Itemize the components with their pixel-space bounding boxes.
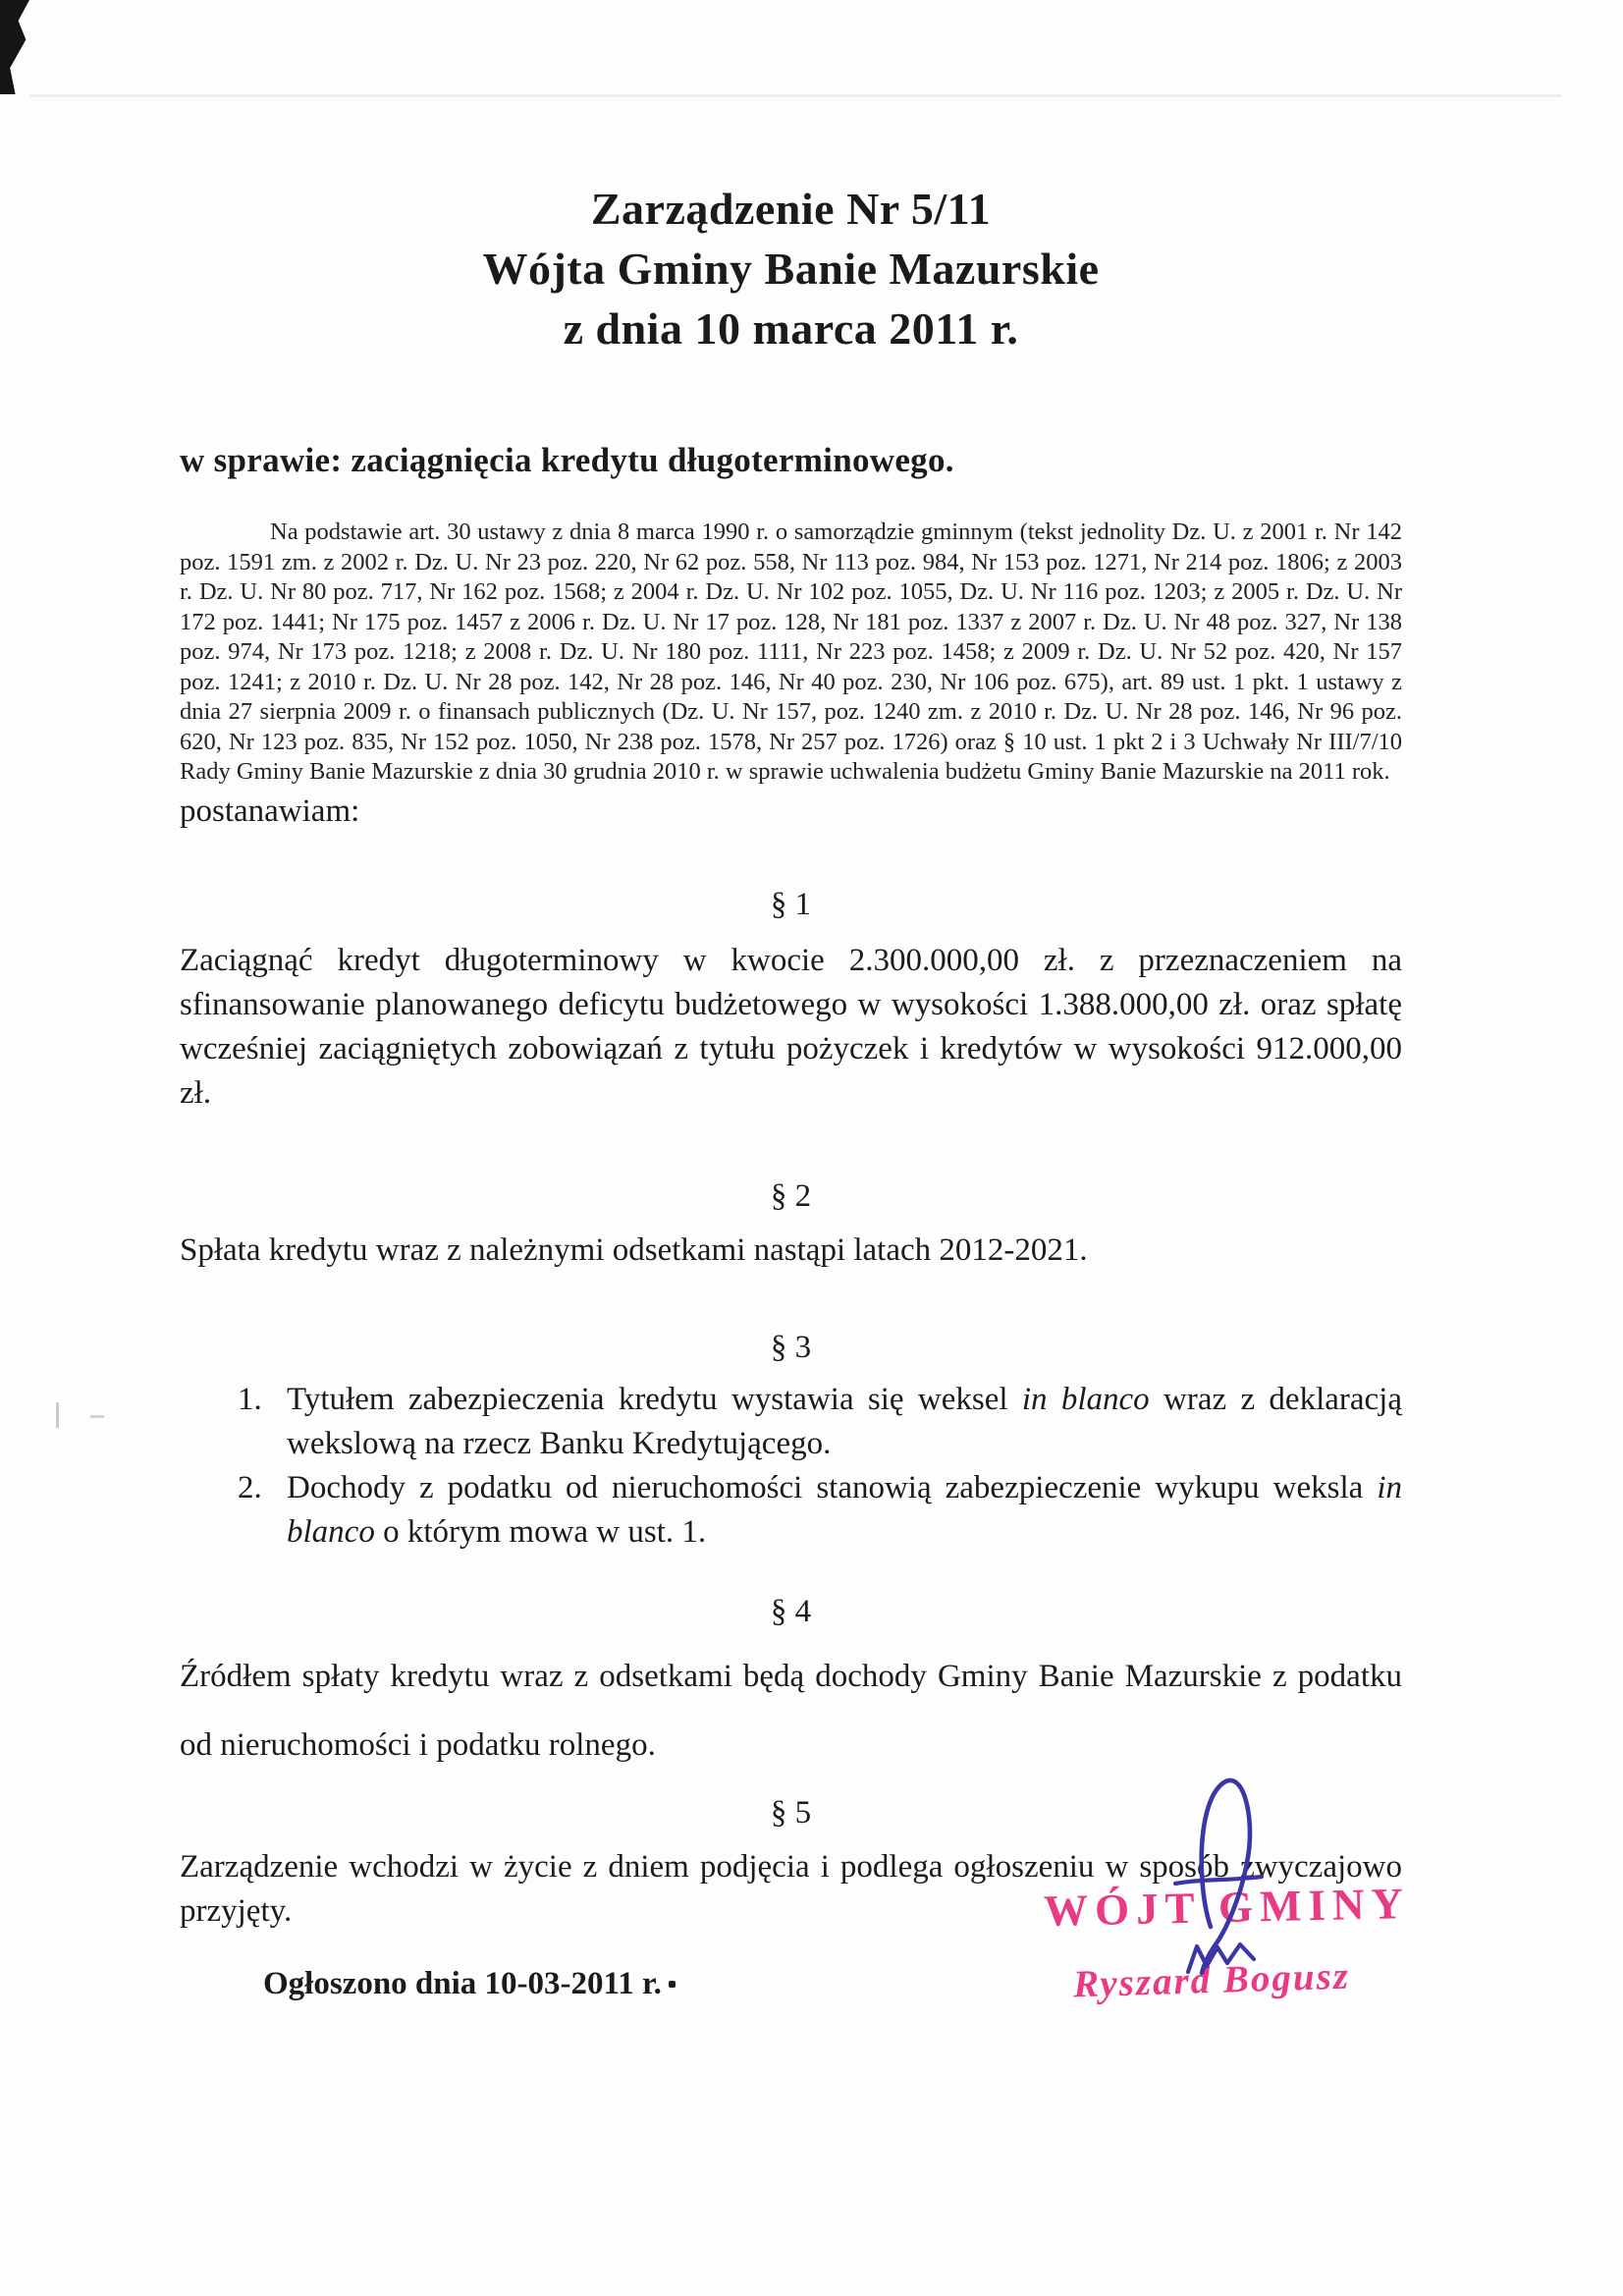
list-item-1-text-italic: in blanco [1021, 1381, 1150, 1417]
list-item-2-number: 2. [238, 1469, 262, 1505]
list-item-1 [180, 1378, 1402, 1466]
list-item-1-text-pre: Tytułem zabezpieczenia kredytu wystawia się weksel [287, 1381, 1022, 1417]
list-item-2 [180, 1466, 1402, 1555]
title-line-1: Zarządzenie Nr 5/11 [590, 184, 992, 234]
mayor-stamp-title: WÓJT GMINY [1043, 1879, 1411, 1936]
section-1-paragraph: Zaciągnąć kredyt długoterminowy w kwocie 2.300.000,00 zł. z przeznaczeniem na sfinansowanie planowanego deficytu budżetowego w wysokości 1.388.000,00 zł. oraz spłatę wcześniej zaciągniętych zobowiązań z tytułu pożyczek i kredytów w wysokości 912.000,00 zł. [180, 942, 1402, 1111]
section-5-paragraph: Zarządzenie wchodzi w życie z dniem podjęcia i podlega ogłoszeniu w sposób zwyczajowo przyjęty. [180, 1848, 1402, 1929]
document-title [180, 179, 1402, 358]
legal-basis-paragraph: Na podstawie art. 30 ustawy z dnia 8 marca 1990 r. o samorządzie gminnym (tekst jednolity Dz. U. z 2001 r. Nr 142 poz. 1591 zm. z 2002 r. Dz. U. Nr 23 poz. 220, Nr 62 poz. 558, Nr 113 poz. 984, Nr 153 poz. 1271, Nr 214 poz. 1806; z 2003 r. Dz. U. Nr 80 poz. 717, Nr 162 poz. 1568; z 2004 r. Dz. U. Nr 102 poz. 1055, Dz. U. Nr 116 poz. 1203; z 2005 r. Dz. U. Nr 172 poz. 1441; Nr 175 poz. 1457 z 2006 r. Dz. U. Nr 17 poz. 128, Nr 181 poz. 1337 z 2007 r. Dz. U. Nr 48 poz. 327, Nr 138 poz. 974, Nr 173 poz. 1218; z 2008 r. Dz. U. Nr 180 poz. 1111, Nr 223 poz. 1458; z 2009 r. Dz. U. Nr 52 poz. 420, Nr 157 poz. 1241; z 2010 r. Dz. U. Nr 28 poz. 142, Nr 28 poz. 146, Nr 40 poz. 230, Nr 106 poz. 675), art. 89 ust. 1 pkt. 1 ustawy z dnia 27 sierpnia 2009 r. o finansach publicznych (Dz. U. Nr 157, poz. 1240 zm. z 2010 r. Dz. U. Nr 28 poz. 146, Nr 96 poz. 620, Nr 123 poz. 835, Nr 152 poz. 1050, Nr 238 poz. 1578, Nr 257 poz. 1726) oraz § 10 ust. 1 pkt 2 i 3 Uchwały Nr III/7/10 Rady Gminy Banie Mazurskie z dnia 30 grudnia 2010 r. w sprawie uchwalenia budżetu Gminy Banie Mazurskie na 2011 rok. [180, 519, 1402, 785]
section-2-paragraph: Spłata kredytu wraz z należnymi odsetkami nastąpi latach 2012-2021. [180, 1231, 1088, 1268]
section-4-paragraph: Źródłem spłaty kredytu wraz z odsetkami będą dochody Gminy Banie Mazurskie z podatku od nieruchomości i podatku rolnego. [180, 1658, 1402, 1763]
list-item-1-text [287, 1378, 1402, 1466]
section-3-list [180, 1378, 1402, 1555]
published-date-line: Ogłoszono dnia 10-03-2011 r. [263, 1966, 662, 2001]
pen-signature [1119, 1733, 1434, 2038]
list-item-2-text-post: o którym mowa w ust. 1. [374, 1513, 707, 1550]
list-item-1-number: 1. [238, 1381, 262, 1417]
document-body [180, 0, 1402, 1934]
list-item-2-text-italic: in blanco [287, 1469, 1402, 1550]
decree-word: postanawiam: [180, 793, 360, 829]
scan-artifact-corner [0, 0, 29, 94]
section-1-header: § 1 [770, 886, 812, 922]
title-line-3: z dnia 10 marca 2011 r. [563, 303, 1019, 354]
subject-line: w sprawie: zaciągnięcia kredytu długoterminowego. [180, 441, 954, 479]
section-3-header: § 3 [770, 1329, 812, 1365]
section-4-header: § 4 [770, 1593, 812, 1629]
mayor-stamp-name: Ryszard Bogusz [1072, 1954, 1351, 2006]
scan-artifact-margin-tick [56, 1402, 59, 1428]
section-5-header: § 5 [770, 1794, 812, 1831]
list-item-2-text [287, 1466, 1402, 1555]
section-2-header: § 2 [770, 1177, 812, 1214]
scan-artifact-speck [669, 1981, 676, 1988]
list-item-2-text-pre: Dochody z podatku od nieruchomości stanowią zabezpieczenie wykupu weksla [287, 1469, 1378, 1505]
pen-signature-strokes [1175, 1780, 1262, 1973]
scan-artifact-margin-dash [90, 1415, 104, 1418]
list-item-1-text-post: wraz z deklaracją wekslową na rzecz Banku Kredytującego. [287, 1381, 1402, 1461]
title-line-2: Wójta Gminy Banie Mazurskie [482, 244, 1100, 294]
